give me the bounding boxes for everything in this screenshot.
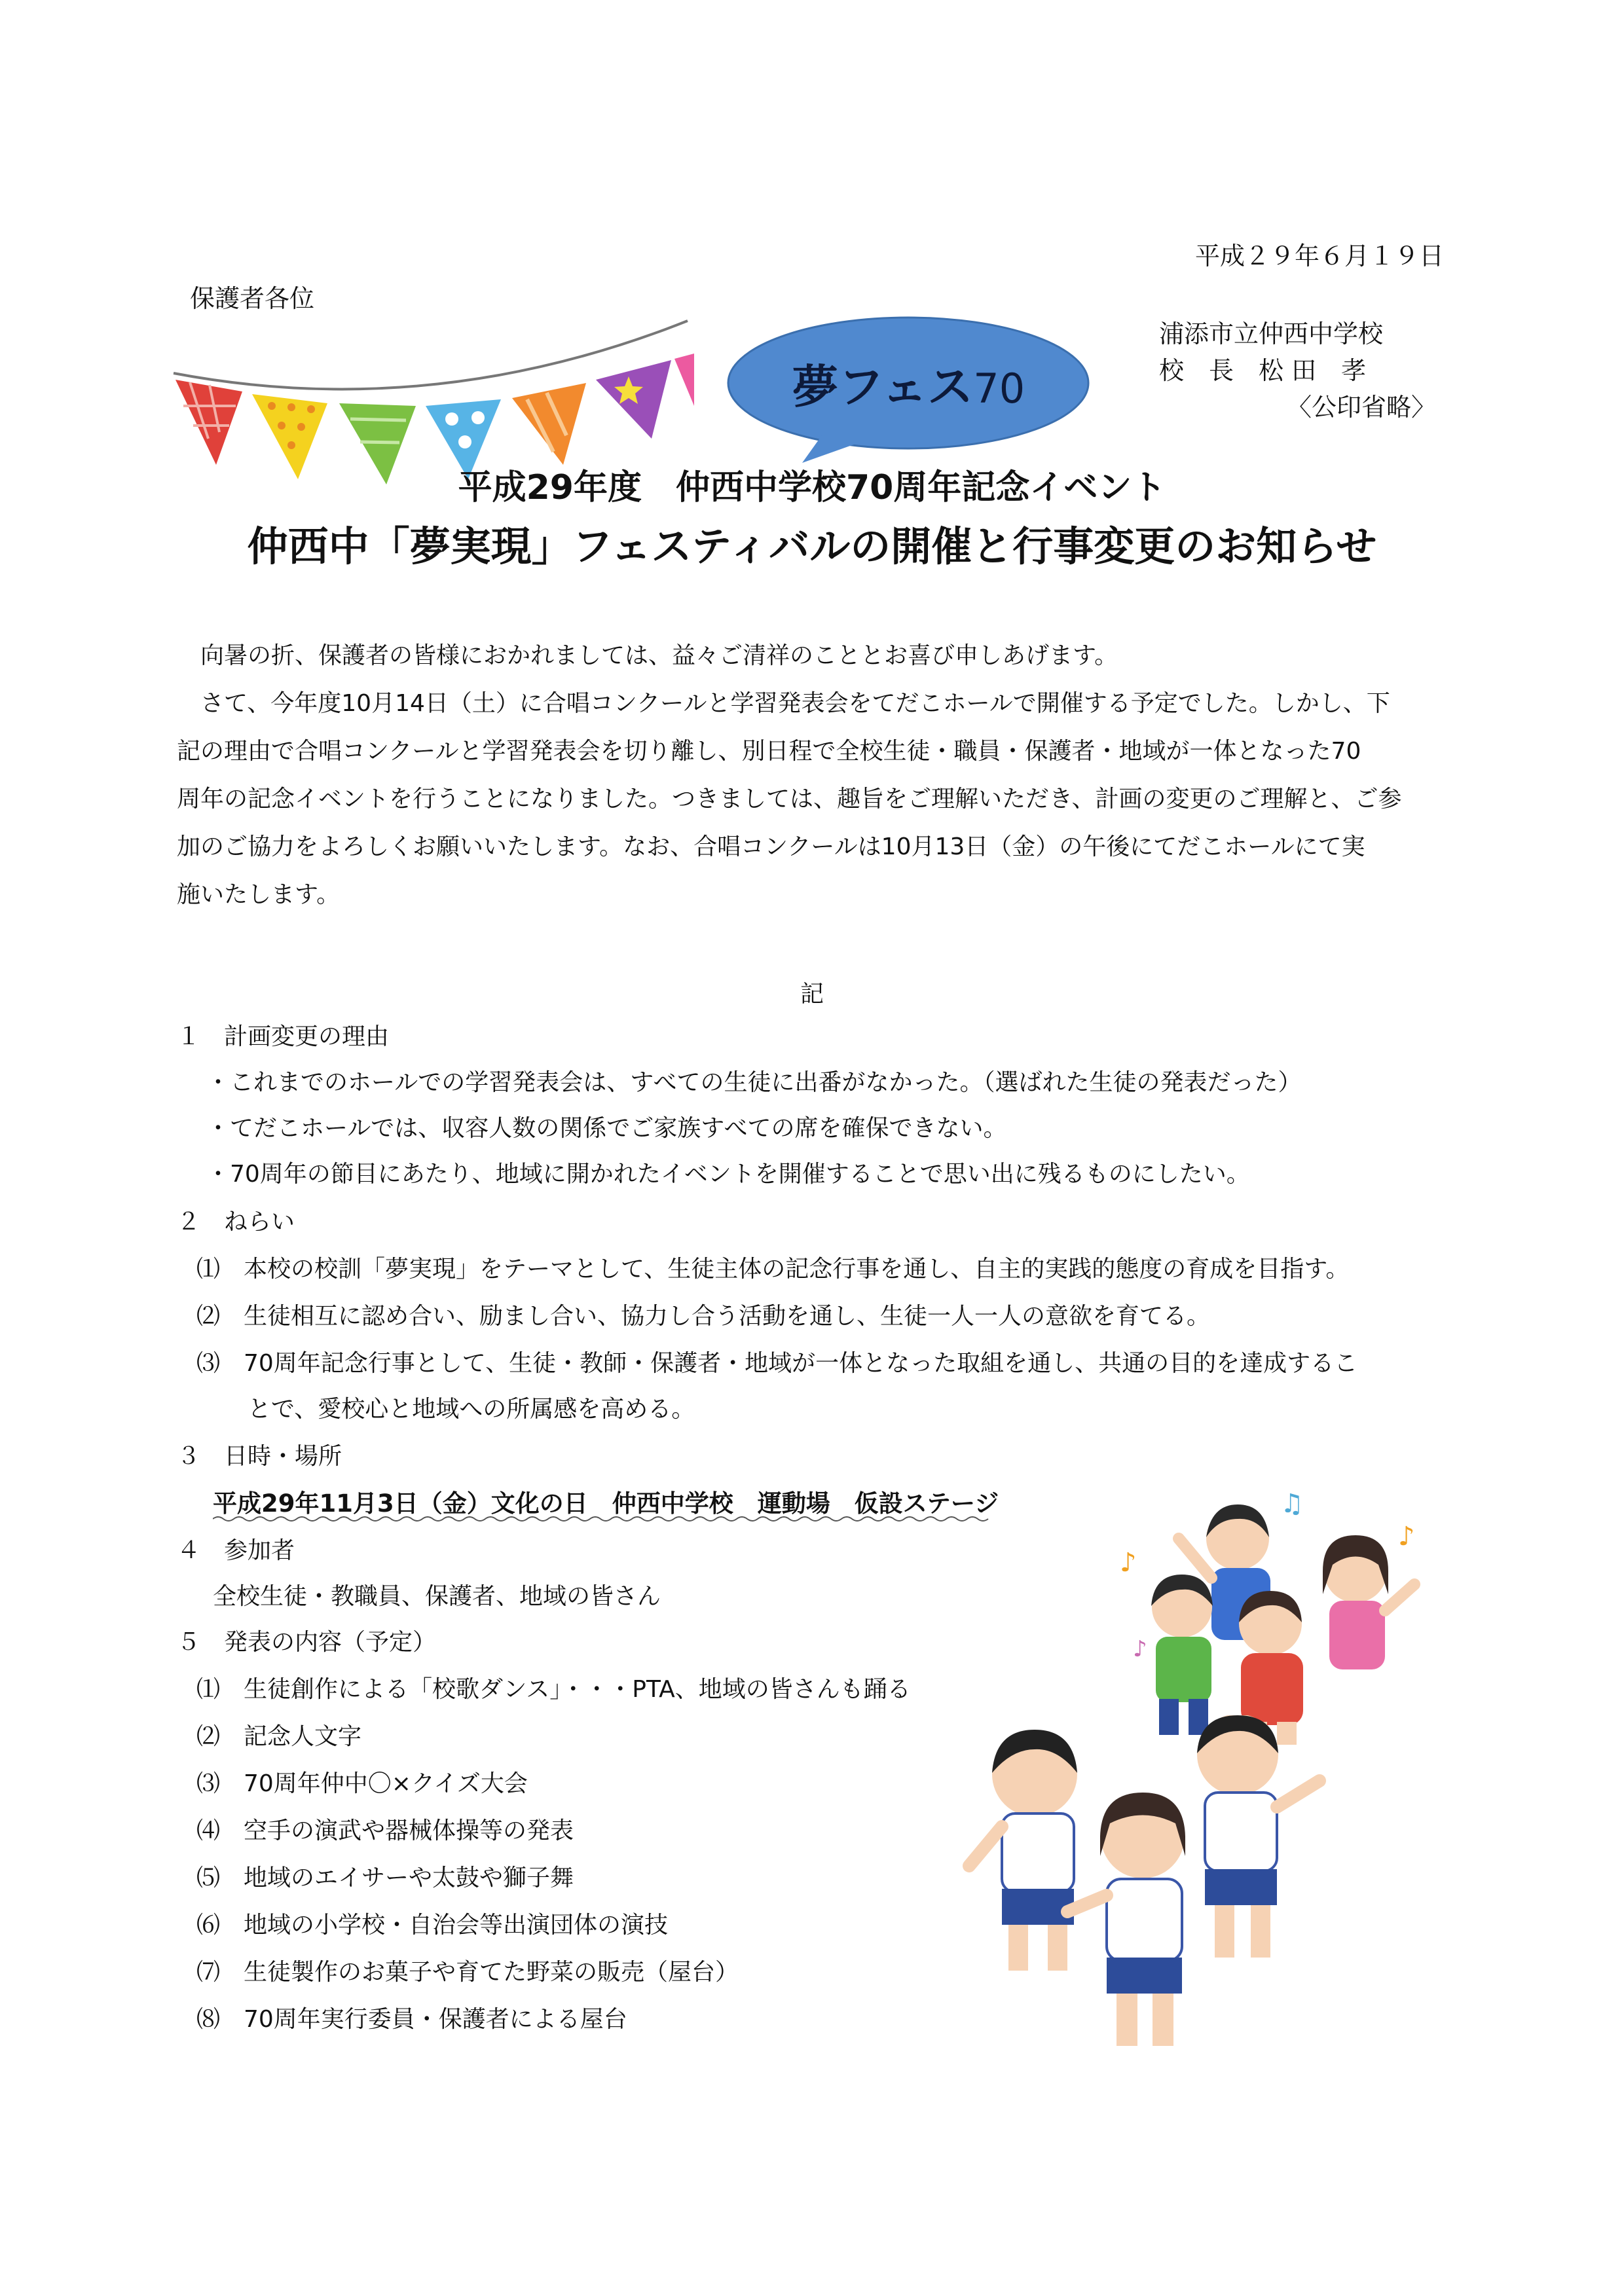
flag-pink-check (674, 354, 694, 406)
event-date-venue: 平成29年11月3日（金）文化の日 仲西中学校 運動場 仮設ステージ (213, 1489, 999, 1518)
intro-paragraph-2-line-1: さて、今年度10月14日（土）に合唱コンクールと学習発表会をてだこホールで開催する予定でした。しかし、下 (200, 690, 1390, 717)
intro-paragraph-1: 向暑の折、保護者の皆様におかれましては、益々ご清祥のこととお喜び申しあげます。 (200, 642, 1118, 669)
sender-principal: 校 長 松 田 孝 (1159, 356, 1367, 385)
document-date: 平成２９年６月１９日 (1194, 242, 1444, 270)
section-2-item-continued: とで、愛校心と地域への所属感を高める。 (248, 1396, 695, 1423)
title-line-1: 平成29年度 仲西中学校70周年記念イベント (458, 468, 1166, 507)
section-2-item: ⑴ 本校の校訓「夢実現」をテーマとして、生徒主体の記念行事を通し、自主的実践的態度の育成を目指す。 (196, 1256, 1350, 1283)
dancing-students-icon (963, 1715, 1336, 2056)
section-2-heading: ２ ねらい (177, 1209, 295, 1235)
sender-school: 浦添市立仲西中学校 (1159, 319, 1384, 348)
bubble-number: 70 (973, 365, 1025, 412)
program-item: ⑺ 生徒製作のお菓子や育てた野菜の販売（屋台） (196, 1959, 739, 1986)
program-item: ⑹ 地域の小学校・自治会等出演団体の演技 (196, 1912, 669, 1939)
svg-text:♪: ♪ (1398, 1522, 1415, 1552)
participants: 全校生徒・教職員、保護者、地域の皆さん (213, 1583, 661, 1610)
svg-text:♫: ♫ (1280, 1489, 1304, 1519)
program-item: ⑴ 生徒創作による「校歌ダンス」・・・PTA、地域の皆さんも踊る (196, 1676, 911, 1703)
sender-block (1159, 316, 1436, 426)
bubble-title: 夢フェス (792, 360, 974, 414)
program-item: ⑶ 70周年仲中〇×クイズ大会 (196, 1770, 528, 1797)
section-3-heading: ３ 日時・場所 (177, 1443, 342, 1470)
section-1-item: ・これまでのホールでの学習発表会は、すべての生徒に出番がなかった。（選ばれた生徒の発表だった） (206, 1069, 1302, 1096)
intro-paragraph-2-line-2: 記の理由で合唱コンクールと学習発表会を切り離し、別日程で全校生徒・職員・保護者・地域が一体となった70 (177, 738, 1361, 765)
section-5-heading: ５ 発表の内容（予定） (177, 1629, 437, 1656)
svg-text:♪: ♪ (1120, 1548, 1137, 1578)
program-item: ⑻ 70周年実行委員・保護者による屋台 (196, 2006, 627, 2033)
program-item: ⑷ 空手の演武や器械体操等の発表 (196, 1817, 574, 1844)
section-1-item: ・70周年の節目にあたり、地域に開かれたイベントを開催することで思い出に残るものにしたい。 (206, 1161, 1250, 1188)
flag-red-check (175, 380, 242, 465)
program-item: ⑸ 地域のエイサーや太鼓や獅子舞 (196, 1865, 574, 1891)
intro-paragraphs (177, 632, 1447, 919)
intro-paragraph-2-line-4: 加のご協力をよろしくお願いいたします。なお、合唱コンクールは10月13日（金）の午後にてだこホールにて実 (177, 833, 1365, 860)
section-2-item: ⑶ 70周年記念行事として、生徒・教師・保護者・地域が一体となった取組を通し、共通の目的を達成するこ (196, 1350, 1358, 1377)
program-item: ⑵ 記念人文字 (196, 1723, 362, 1750)
sender-seal-note: 〈公印省略〉 (1287, 393, 1437, 422)
section-4-heading: ４ 参加者 (177, 1537, 295, 1564)
section-1-item: ・てだこホールでは、収容人数の関係でご家族すべての席を確保できない。 (206, 1115, 1007, 1142)
bubble-label (724, 350, 1094, 416)
addressee: 保護者各位 (190, 284, 315, 313)
section-1-heading: １ 計画変更の理由 (177, 1023, 390, 1050)
section-2-item: ⑵ 生徒相互に認め合い、励まし合い、協力し合う活動を通し、生徒一人一人の意欲を育てる。 (196, 1303, 1211, 1330)
dancing-children-icon (1113, 1486, 1428, 1748)
title-line-2: 仲西中「夢実現」フェスティバルの開催と行事変更のお知らせ (247, 522, 1377, 570)
intro-paragraph-2-line-5: 施いたします。 (177, 881, 341, 908)
wavy-underline (213, 1516, 1035, 1522)
ki-heading: 記 (800, 981, 824, 1008)
svg-text:♪: ♪ (1133, 1636, 1147, 1662)
intro-paragraph-2-line-3: 周年の記念イベントを行うことになりました。つきましては、趣旨をご理解いただき、計画の変更のご理解と、ご参 (177, 786, 1402, 812)
